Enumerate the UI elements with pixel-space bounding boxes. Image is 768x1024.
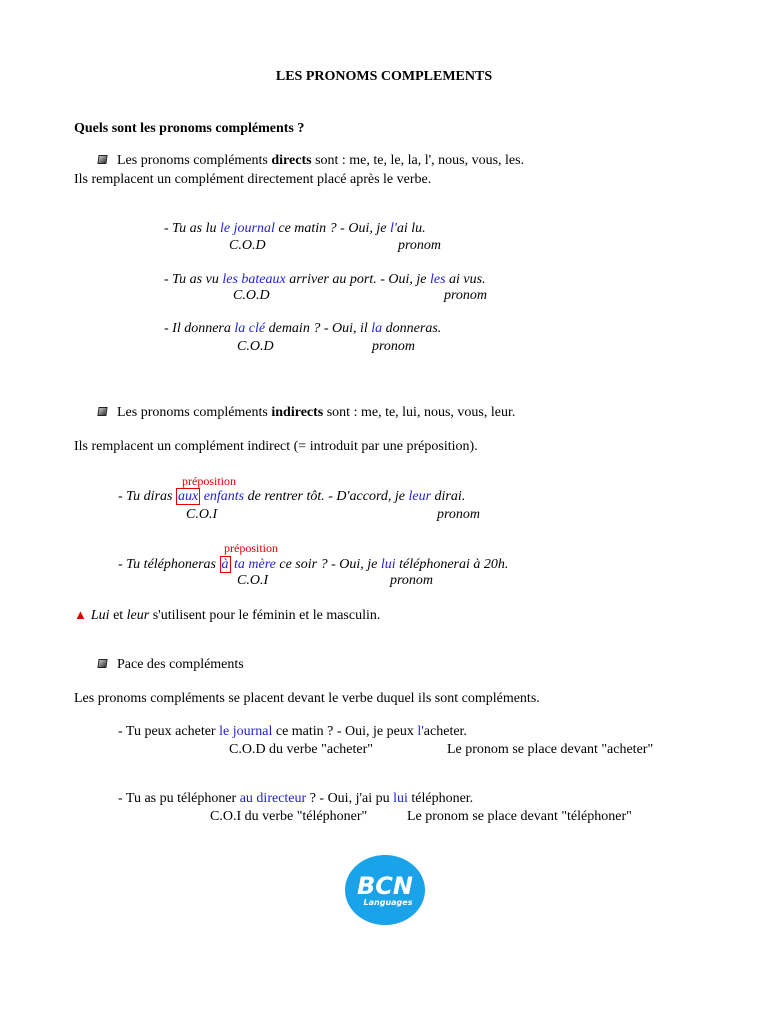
coi-label: C.O.I <box>186 507 218 522</box>
cod-label: C.O.D <box>237 339 274 354</box>
section-question: Quels sont les pronoms compléments ? <box>74 121 305 136</box>
preposition-box: aux <box>177 489 199 504</box>
bullet-icon <box>97 407 107 416</box>
preposition-label: préposition <box>182 474 236 488</box>
indirects-intro: Les pronoms compléments indirects sont : me, te, lui, nous, vous, leur. <box>98 404 515 421</box>
direct-example-2: - Tu as vu les bateaux arriver au port. - Oui, je les ai vus. <box>164 272 486 287</box>
cod-label: C.O.D <box>233 288 270 303</box>
pronom-label: pronom <box>444 288 488 303</box>
svg-text:Languages: Languages <box>363 898 413 907</box>
place-heading: Pace des compléments <box>98 656 244 673</box>
preposition-box: à <box>221 557 229 572</box>
bullet-icon <box>97 155 107 164</box>
indirect-example-1: - Tu diras aux enfants de rentrer tôt. - D'accord, je leur dirai. <box>118 489 466 504</box>
pronom-label: pronom <box>398 238 442 253</box>
pronom-place-label: Le pronom se place devant "téléphoner" <box>407 809 632 824</box>
directs-description: Ils remplacent un complément directement placé après le verbe. <box>74 172 432 187</box>
pronom-label: pronom <box>390 573 434 588</box>
indirects-description: Ils remplacent un complément indirect (= introduit par une préposition). <box>74 439 478 454</box>
coi-verb-label: C.O.I du verbe "téléphoner" <box>210 809 368 824</box>
direct-example-3: - Il donnera la clé demain ? - Oui, il la donneras. <box>164 321 442 336</box>
place-example-1: - Tu peux acheter le journal ce matin ? - Oui, je peux l'acheter. <box>118 724 467 739</box>
direct-example-1: - Tu as lu le journal ce matin ? - Oui, je l'ai lu. <box>164 221 426 236</box>
pronom-label: pronom <box>372 339 416 354</box>
place-description: Les pronoms compléments se placent devant le verbe duquel ils sont compléments. <box>74 691 540 706</box>
coi-label: C.O.I <box>237 573 269 588</box>
pronom-place-label: Le pronom se place devant "acheter" <box>447 742 654 757</box>
place-example-2: - Tu as pu téléphoner au directeur ? - Oui, j'ai pu lui téléphoner. <box>118 791 474 806</box>
note: ▲ Lui et leur s'utilisent pour le féminin et le masculin. <box>74 607 381 623</box>
warning-triangle-icon: ▲ <box>74 607 87 622</box>
pronom-label: pronom <box>437 507 481 522</box>
bcn-languages-logo <box>344 854 426 926</box>
directs-intro: Les pronoms compléments directs sont : me, te, le, la, l', nous, vous, les. <box>98 152 524 169</box>
svg-text:BCN: BCN <box>357 872 413 900</box>
page-title: LES PRONOMS COMPLEMENTS <box>275 69 493 84</box>
bullet-icon <box>97 659 107 668</box>
cod-verb-label: C.O.D du verbe "acheter" <box>229 742 373 757</box>
cod-label: C.O.D <box>229 238 266 253</box>
indirect-example-2: - Tu téléphoneras à ta mère ce soir ? - Oui, je lui téléphonerai à 20h. <box>118 557 509 572</box>
preposition-label: préposition <box>224 541 278 555</box>
